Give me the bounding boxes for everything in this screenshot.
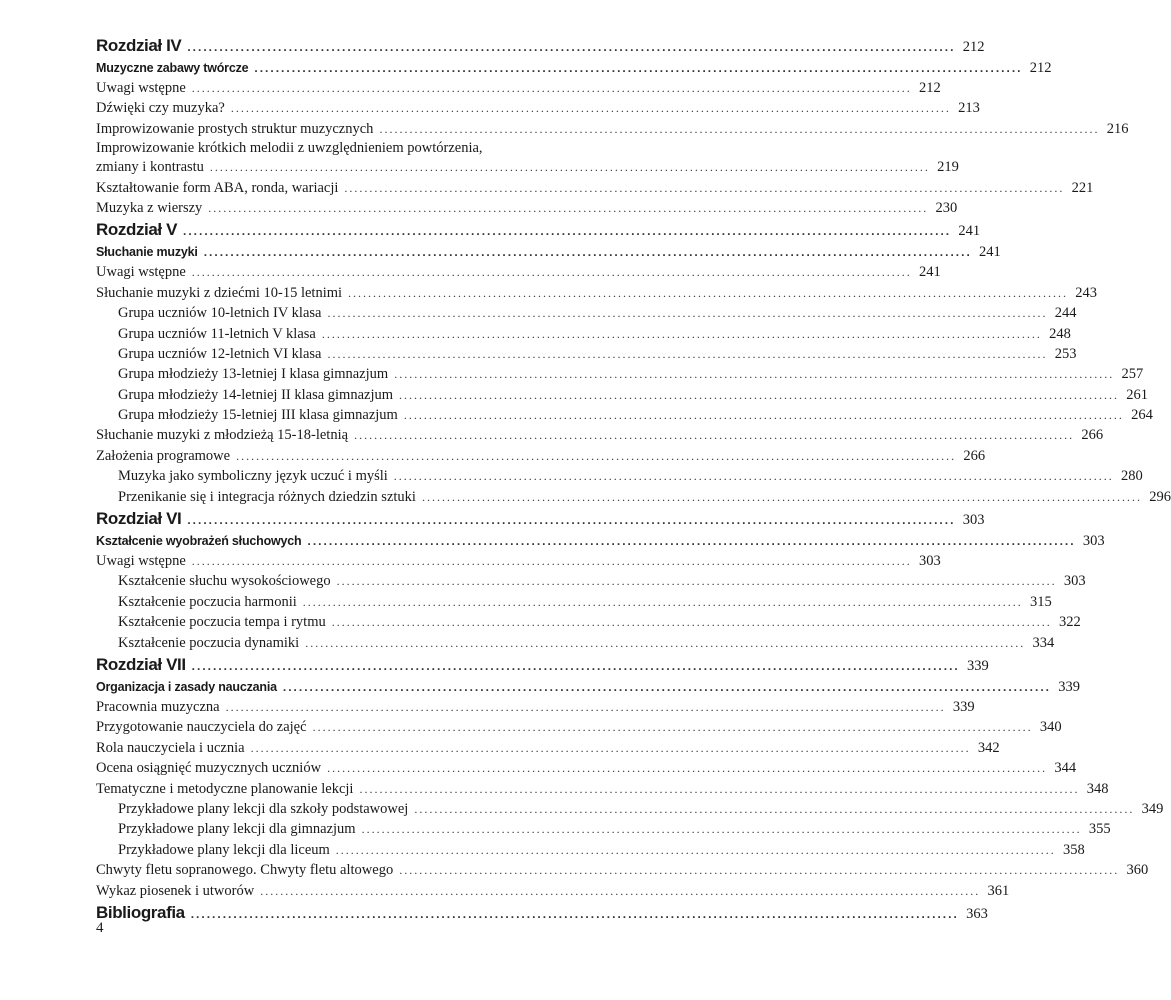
toc-subentry[interactable] (96, 487, 1171, 507)
toc-page-number: 322 (1059, 614, 1081, 631)
toc-entry[interactable] (96, 551, 941, 571)
toc-section-heading[interactable] (96, 242, 1001, 262)
toc-leader-dots: ................................................................................................................................................ (191, 81, 912, 95)
toc-leader-dots: ................................................................................................................................................ (191, 658, 960, 673)
toc-leader-dots: ................................................................................................................................................ (312, 720, 1033, 735)
toc-page-number: 339 (1058, 678, 1080, 695)
toc-page-number: 219 (937, 159, 959, 176)
toc-entry-title: Przykładowe plany lekcji dla liceum (118, 841, 330, 858)
toc-leader-dots: ................................................................................................................................................ (236, 448, 957, 463)
toc-page-number: 261 (1126, 386, 1149, 403)
toc-entry-title: Założenia programowe (96, 447, 231, 464)
toc-leader-dots: ................................................................................................................................................ (344, 180, 1065, 195)
toc-subentry[interactable] (96, 592, 1052, 612)
toc-entry-title: Grupa młodzieży 13-letniej I klasa gimnazjum (118, 366, 389, 383)
toc-entry-title: Uwagi wstępne (96, 553, 186, 570)
toc-subentry[interactable] (96, 303, 1077, 323)
toc-subentry[interactable] (96, 840, 1085, 860)
toc-page-number: 266 (963, 447, 986, 464)
toc-subentry[interactable] (96, 324, 1071, 344)
toc-page-number: 257 (1121, 366, 1144, 383)
toc-page-number: 303 (919, 553, 941, 570)
toc-page-number: 361 (987, 882, 1010, 899)
toc-page-number: 241 (979, 244, 1001, 261)
toc-entry-title: Improwizowanie krótkich melodii z uwzględnieniem powtórzenia, (96, 140, 483, 157)
toc-page-number: 360 (1126, 862, 1149, 879)
toc-entry[interactable] (96, 283, 1098, 303)
toc-entry-title: Kształcenie wyobrażeń słuchowych (96, 534, 302, 549)
toc-entry[interactable] (96, 425, 1104, 445)
toc-entry-title: Improwizowanie prostych struktur muzycznych (96, 120, 374, 137)
toc-entry-title: Rozdział V (96, 220, 178, 240)
toc-page-number: 230 (935, 199, 958, 216)
toc-entry[interactable] (96, 758, 1077, 778)
toc-leader-dots: ................................................................................................................................................ (250, 740, 971, 755)
toc-subentry[interactable] (96, 612, 1081, 632)
toc-entry-title: Chwyty fletu sopranowego. Chwyty fletu altowego (96, 862, 394, 879)
toc-entry-title: Pracownia muzyczna (96, 698, 220, 715)
toc-page-number: 241 (958, 223, 981, 240)
toc-page-number: 221 (1071, 179, 1094, 196)
toc-entry-title: Muzyka z wierszy (96, 199, 203, 216)
toc-page-number: 212 (962, 39, 985, 55)
toc-entry-title: Grupa uczniów 10-letnich IV klasa (118, 305, 322, 322)
toc-leader-dots: ................................................................................................................................................ (379, 121, 1100, 136)
toc-entry-title: Uwagi wstępne (96, 264, 186, 281)
toc-subentry[interactable] (96, 364, 1144, 384)
toc-page-number: 358 (1063, 841, 1085, 858)
toc-entry-title: Wykaz piosenek i utworów (96, 882, 255, 899)
toc-page-number: 363 (966, 905, 988, 922)
toc-entry-title: Rozdział VII (96, 654, 186, 674)
toc-page-number: 344 (1054, 760, 1077, 777)
toc-entry-title: Uwagi wstępne (96, 80, 186, 96)
toc-entry-title: zmiany i kontrastu (96, 159, 204, 176)
toc-subentry[interactable] (96, 799, 1164, 819)
toc-leader-dots: ................................................................................................................................................ (260, 883, 981, 898)
toc-subentry[interactable] (96, 571, 1086, 591)
toc-entry-title: Organizacja i zasady nauczania (96, 679, 277, 694)
toc-leader-dots: ................................................................................................................................................ (191, 554, 912, 569)
toc-entry[interactable] (96, 697, 975, 717)
toc-leader-dots: ................................................................................................................................................ (421, 489, 1142, 504)
toc-page-number: 315 (1030, 593, 1052, 610)
toc-leader-dots: ................................................................................................................................................ (225, 699, 946, 714)
toc-entry-title: Grupa uczniów 11-letnich V klasa (118, 325, 316, 342)
toc-entry-title: Kształcenie poczucia harmonii (118, 593, 297, 610)
toc-page-number: 296 (1149, 488, 1171, 505)
toc-leader-dots: ................................................................................................................................................ (254, 61, 1023, 75)
toc-entry[interactable] (96, 198, 958, 218)
toc-page-number: 303 (1082, 533, 1105, 550)
toc-leader-dots: ................................................................................................................................................ (331, 615, 1052, 630)
toc-entry[interactable] (96, 78, 941, 98)
toc-page-number: 253 (1054, 345, 1077, 362)
toc-chapter-heading[interactable] (96, 218, 981, 242)
toc-chapter-heading[interactable] (96, 34, 985, 58)
toc-page-number: 248 (1049, 325, 1071, 342)
toc-entry[interactable] (96, 119, 1129, 139)
toc-entry-title: Bibliografia (96, 902, 185, 922)
toc-entry-title: Przykładowe plany lekcji dla gimnazjum (118, 821, 356, 838)
toc-page-number: 266 (1081, 427, 1104, 444)
toc-entry[interactable] (96, 262, 941, 282)
toc-entry[interactable] (96, 98, 980, 118)
toc-page-number: 349 (1141, 800, 1164, 817)
toc-page-number: 241 (919, 264, 941, 281)
page-number: 4 (96, 920, 104, 936)
toc-leader-dots: ................................................................................................................................................ (393, 469, 1114, 484)
toc-chapter-heading[interactable] (96, 507, 985, 531)
toc-leader-dots: ................................................................................................................................................ (403, 408, 1124, 423)
toc-entry[interactable] (96, 717, 1062, 737)
toc-subentry[interactable] (96, 466, 1143, 486)
toc-entry-title: Słuchanie muzyki z dziećmi 10-15 letnimi (96, 284, 343, 301)
toc-page-number: 303 (962, 512, 985, 529)
toc-entry-title: Kształcenie słuchu wysokościowego (118, 573, 331, 590)
toc-entry[interactable] (96, 779, 1109, 799)
table-of-contents (96, 34, 1171, 925)
toc-leader-dots: ................................................................................................................................................ (203, 245, 972, 260)
toc-leader-dots: ................................................................................................................................................ (394, 367, 1115, 382)
toc-chapter-heading[interactable] (96, 653, 989, 677)
toc-leader-dots: ................................................................................................................................................ (327, 761, 1048, 776)
toc-leader-dots: ................................................................................................................................................ (187, 40, 956, 54)
toc-entry-title: Rozdział IV (96, 36, 182, 55)
toc-subentry[interactable] (96, 344, 1077, 364)
toc-page-number: 212 (1029, 60, 1052, 76)
toc-entry[interactable] (96, 157, 959, 177)
toc-page-number: 334 (1032, 634, 1055, 651)
toc-leader-dots: ................................................................................................................................................ (302, 594, 1023, 609)
toc-entry-title: Grupa młodzieży 14-letniej II klasa gimnazjum (118, 386, 394, 403)
toc-section-heading[interactable] (96, 58, 1052, 78)
toc-page-number: 264 (1131, 407, 1153, 424)
toc-entry-title: Ocena osiągnięć muzycznych uczniów (96, 760, 322, 777)
toc-leader-dots: ................................................................................................................................................ (307, 534, 1076, 549)
toc-leader-dots: ................................................................................................................................................ (209, 160, 930, 175)
toc-page-number: 303 (1063, 573, 1086, 590)
toc-leader-dots: ................................................................................................................................................ (305, 635, 1026, 650)
toc-entry[interactable] (96, 446, 986, 466)
toc-subentry[interactable] (96, 633, 1055, 653)
toc-leader-dots: ................................................................................................................................................ (282, 679, 1051, 694)
toc-entry-title: Grupa uczniów 12-letnich VI klasa (118, 345, 322, 362)
toc-section-heading[interactable] (96, 531, 1105, 551)
toc-leader-dots: ................................................................................................................................................ (190, 906, 959, 921)
toc-page-number: 339 (967, 657, 989, 674)
toc-entry[interactable] (96, 139, 614, 157)
toc-entry[interactable] (96, 860, 1149, 880)
toc-entry-title: Rola nauczyciela i ucznia (96, 739, 245, 756)
toc-leader-dots: ................................................................................................................................................ (348, 285, 1069, 300)
toc-entry-title: Grupa młodzieży 15-letniej III klasa gimnazjum (118, 407, 398, 424)
toc-page-number: 342 (977, 739, 1000, 756)
toc-entry[interactable] (96, 881, 1010, 901)
toc-entry-title: Kształcenie poczucia dynamiki (118, 634, 300, 651)
toc-entry-title: Kształcenie poczucia tempa i rytmu (118, 614, 326, 631)
toc-entry-title: Rozdział VI (96, 509, 182, 529)
toc-page-number: 355 (1088, 821, 1111, 838)
toc-entry-title: Przygotowanie nauczyciela do zajęć (96, 719, 307, 736)
toc-entry-title: Przenikanie się i integracja różnych dziedzin sztuki (118, 488, 416, 505)
toc-leader-dots: ................................................................................................................................................ (399, 863, 1120, 878)
toc-leader-dots: ................................................................................................................................................ (336, 574, 1057, 589)
toc-page-number: 348 (1086, 780, 1109, 797)
toc-leader-dots: ................................................................................................................................................ (321, 326, 1042, 341)
toc-page-number: 212 (919, 80, 941, 96)
toc-leader-dots: ................................................................................................................................................ (327, 306, 1048, 321)
toc-page-number: 244 (1054, 305, 1077, 322)
toc-page-number: 339 (952, 698, 975, 715)
toc-entry[interactable] (96, 738, 1000, 758)
toc-page-number: 280 (1121, 468, 1143, 485)
toc-leader-dots: ................................................................................................................................................ (183, 224, 952, 239)
toc-section-heading[interactable] (96, 677, 1080, 697)
toc-leader-dots: ................................................................................................................................................ (230, 101, 951, 116)
toc-leader-dots: ................................................................................................................................................ (354, 428, 1075, 443)
toc-entry-title: Tematyczne i metodyczne planowanie lekcji (96, 780, 354, 797)
toc-entry-title: Kształtowanie form ABA, ronda, wariacji (96, 179, 339, 196)
toc-leader-dots: ................................................................................................................................................ (335, 842, 1056, 857)
toc-leader-dots: ................................................................................................................................................ (359, 781, 1080, 796)
toc-entry[interactable] (96, 178, 1094, 198)
toc-bibliography[interactable] (96, 901, 988, 925)
toc-leader-dots: ................................................................................................................................................ (208, 200, 929, 215)
toc-leader-dots: ................................................................................................................................................ (414, 801, 1135, 816)
toc-page-number: 340 (1039, 719, 1062, 736)
toc-leader-dots: ................................................................................................................................................ (399, 387, 1120, 402)
toc-entry-title: Muzyka jako symboliczny język uczuć i myśli (118, 468, 388, 485)
toc-subentry[interactable] (96, 405, 1153, 425)
toc-entry-title: Dźwięki czy muzyka? (96, 100, 225, 117)
toc-subentry[interactable] (96, 819, 1111, 839)
toc-page-number: 213 (958, 100, 980, 117)
toc-page-number: 243 (1075, 284, 1098, 301)
toc-entry-title: Słuchanie muzyki z młodzieżą 15-18-letnią (96, 427, 349, 444)
toc-subentry[interactable] (96, 385, 1149, 405)
toc-leader-dots: ................................................................................................................................................ (191, 265, 912, 280)
toc-entry-title: Słuchanie muzyki (96, 245, 198, 260)
toc-page-number: 216 (1106, 120, 1129, 137)
toc-entry-title: Przykładowe plany lekcji dla szkoły podstawowej (118, 800, 409, 817)
toc-leader-dots: ................................................................................................................................................ (327, 346, 1048, 361)
toc-leader-dots: ................................................................................................................................................ (187, 513, 956, 528)
toc-entry-title: Muzyczne zabawy twórcze (96, 61, 249, 75)
toc-leader-dots: ................................................................................................................................................ (361, 822, 1082, 837)
